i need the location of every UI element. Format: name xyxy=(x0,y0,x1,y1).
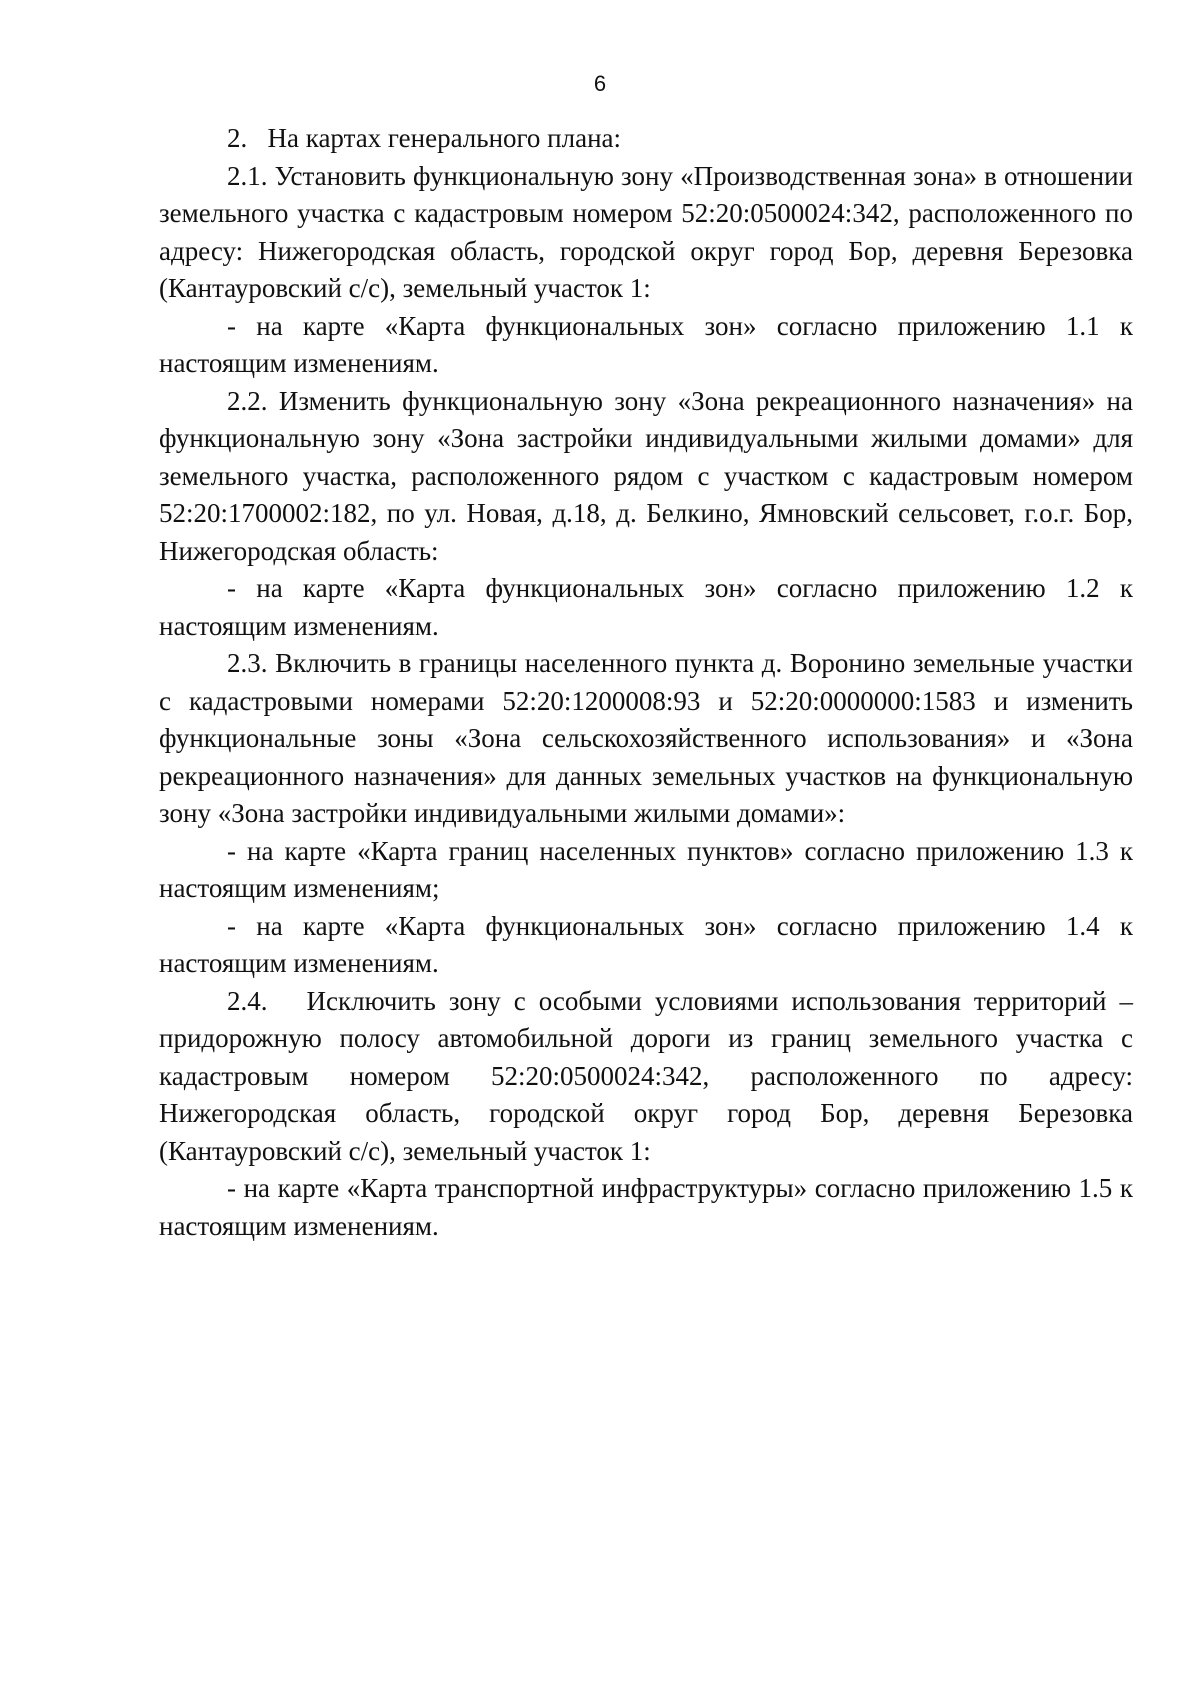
document-body xyxy=(159,120,1133,1245)
paragraph-item-2-4: 2.4. Исключить зону с особыми условиями использования территорий – придорожную полосу автомобильной дороги из границ земельного участка с кадастровым номером 52:20:0500024:342, расположенного по адресу: Нижегородская область, городской округ город Бор, деревня Березовка (Кантауровский с/с), земельный участок 1: xyxy=(159,985,1133,1166)
paragraph-item-2-2: 2.2. Изменить функциональную зону «Зона рекреационного назначения» на функциональную зону «Зона застройки индивидуальными жилыми домами» для земельного участка, расположенного рядом с участком с кадастровым номером 52:20:1700002:182, по ул. Новая, д.18, д. Белкино, Ямновский сельсовет, г.о.г. Бор, Нижегородская область: xyxy=(159,385,1133,566)
paragraph-item-2-1-map: - на карте «Карта функциональных зон» согласно приложению 1.1 к настоящим изменениям. xyxy=(159,310,1133,378)
paragraph-item-2-heading: 2. На картах генерального плана: xyxy=(227,123,622,153)
page-number: 6 xyxy=(593,71,607,96)
paragraph-item-2-2-map: - на карте «Карта функциональных зон» согласно приложению 1.2 к настоящим изменениям. xyxy=(159,573,1133,641)
paragraph-item-2-3-map-zones: - на карте «Карта функциональных зон» согласно приложению 1.4 к настоящим изменениям. xyxy=(159,910,1133,978)
paragraph-item-2-3-map-borders: - на карте «Карта границ населенных пунктов» согласно приложению 1.3 к настоящим изменениям; xyxy=(159,835,1133,903)
paragraph-item-2-1: 2.1. Установить функциональную зону «Производственная зона» в отношении земельного участка с кадастровым номером 52:20:0500024:342, расположенного по адресу: Нижегородская область, городской округ город Бор, деревня Березовка (Кантауровский с/с), земельный участок 1: xyxy=(159,160,1133,303)
paragraph-item-2-3: 2.3. Включить в границы населенного пункта д. Воронино земельные участки с кадастровыми номерами 52:20:1200008:93 и 52:20:0000000:1583 и изменить функциональные зоны «Зона сельскохозяйственного использования» и «Зона рекреационного назначения» для данных земельных участков на функциональную зону «Зона застройки индивидуальными жилыми домами»: xyxy=(159,648,1133,828)
paragraph-item-2-4-map: - на карте «Карта транспортной инфраструктуры» согласно приложению 1.5 к настоящим изменениям. xyxy=(159,1173,1133,1241)
